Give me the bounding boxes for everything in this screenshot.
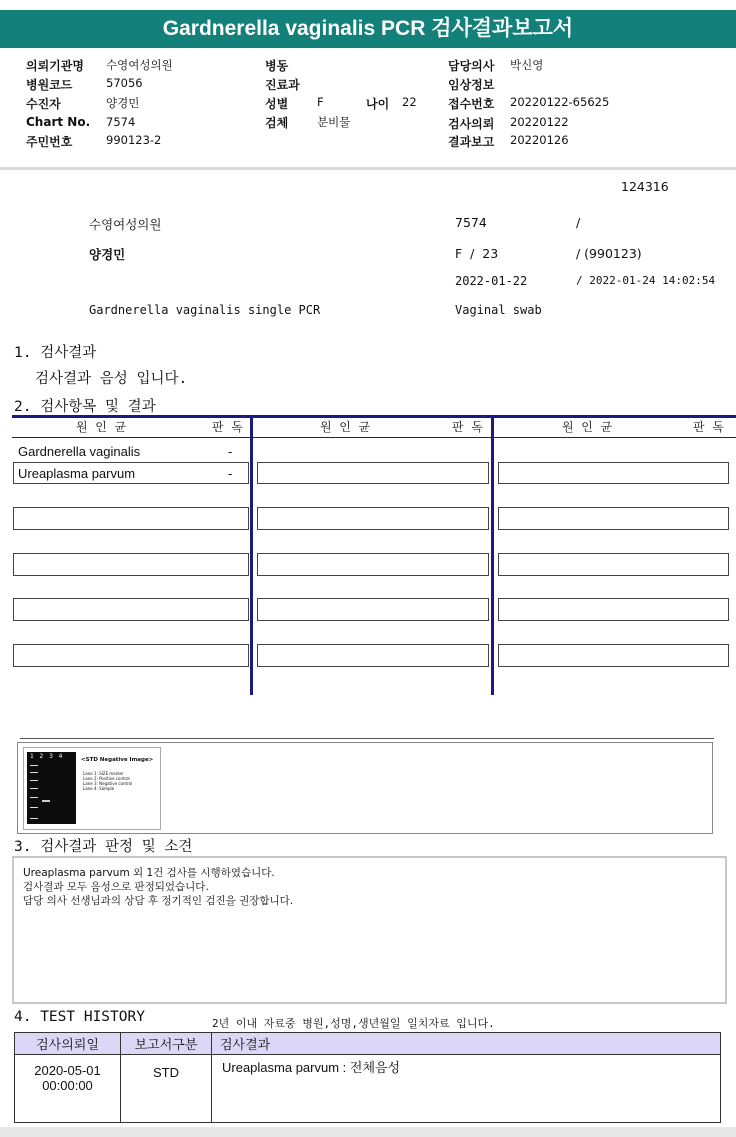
gel-legend-3: Lane 3: Negative control	[83, 781, 133, 786]
col1-judgement-header: 판 독	[212, 420, 243, 434]
patient-label: 수진자	[26, 97, 61, 111]
specimen-value: 분비물	[317, 115, 351, 129]
empty-cell	[257, 598, 489, 621]
result-row-1-judgement: -	[228, 444, 233, 459]
gel-band	[30, 818, 38, 819]
summary-date-request: 2022-01-22	[455, 274, 528, 288]
age-label: 나이	[366, 97, 390, 111]
col3-judgement-header: 판 독	[693, 420, 724, 434]
empty-cell	[13, 507, 249, 530]
gel-band	[30, 772, 38, 773]
empty-cell	[257, 644, 489, 667]
opinion-line-1: Ureaplasma parvum 외 1건 검사를 시행하였습니다.	[23, 867, 275, 879]
summary-slash: /	[576, 215, 581, 230]
empty-cell	[13, 598, 249, 621]
section4-title: 4. TEST HISTORY	[14, 1009, 145, 1025]
gel-lane-numbers: 1 2 3 4	[30, 753, 63, 760]
request-value: 20220122	[510, 115, 569, 129]
empty-cell	[498, 553, 729, 576]
ward-label: 병동	[265, 59, 289, 73]
col3-pathogen-header: 원 인 균	[562, 420, 613, 434]
gel-image	[27, 752, 76, 824]
gel-legend-1: Lane 1: SIZE marker	[83, 771, 124, 776]
resident-value: 990123-2	[106, 133, 162, 147]
history-col-date: 검사의뢰일	[15, 1033, 121, 1055]
empty-cell	[257, 507, 489, 530]
gel-band	[30, 788, 38, 789]
col2-pathogen-header: 원 인 균	[320, 420, 371, 434]
empty-cell	[13, 644, 249, 667]
result-row-1-name: Gardnerella vaginalis	[18, 444, 141, 459]
col1-pathogen-header: 원 인 균	[76, 420, 127, 434]
empty-cell	[498, 507, 729, 530]
summary-test-name: Gardnerella vaginalis single PCR	[89, 303, 321, 317]
gel-band	[30, 780, 38, 781]
table-row	[15, 1055, 721, 1123]
gel-legend-4: Lane 4: Sample	[83, 786, 115, 791]
gel-band	[30, 807, 38, 808]
results-header-rule	[12, 437, 736, 438]
summary-chart: 7574	[455, 215, 487, 230]
empty-cell	[498, 598, 729, 621]
empty-cell	[498, 462, 729, 484]
gel-band	[30, 797, 38, 798]
results-col-divider-2	[491, 415, 494, 695]
doctor-label: 담당의사	[448, 59, 495, 73]
patient-value: 양경민	[106, 96, 140, 110]
col2-judgement-header: 판 독	[452, 420, 483, 434]
empty-cell	[257, 462, 489, 484]
gel-image-frame	[23, 747, 161, 830]
section1-title: 1. 검사결과	[14, 345, 97, 361]
hospital-code-label: 병원코드	[26, 78, 73, 92]
header-divider	[0, 167, 736, 170]
history-type: STD	[121, 1055, 212, 1123]
empty-cell	[257, 553, 489, 576]
section3-title: 3. 검사결과 판정 및 소견	[14, 839, 193, 855]
report-title: Gardnerella vaginalis PCR 검사결과보고서	[0, 10, 736, 48]
empty-cell	[498, 644, 729, 667]
hospital-code-value: 57056	[106, 76, 143, 90]
chart-label: Chart No.	[26, 115, 91, 129]
clinical-label: 임상정보	[448, 78, 495, 92]
history-col-type: 보고서구분	[121, 1033, 212, 1055]
dept-label: 진료과	[265, 78, 300, 92]
summary-sex-age: F / 23	[455, 246, 499, 261]
history-note: 2년 이내 자료중 병원,성명,생년월일 일치자료 입니다.	[212, 1017, 495, 1030]
report-label: 결과보고	[448, 135, 495, 149]
history-date: 2020-05-01	[34, 1063, 101, 1078]
history-time: 00:00:00	[42, 1078, 93, 1093]
receipt-label: 접수번호	[448, 97, 495, 111]
gel-top-rule	[20, 738, 714, 739]
report-code: 124316	[621, 179, 669, 194]
gel-band	[30, 765, 38, 766]
report-value: 20220126	[510, 133, 569, 147]
request-label: 검사의뢰	[448, 117, 495, 131]
opinion-line-3: 담당 의사 선생님과의 상담 후 정기적인 검진을 권장합니다.	[23, 895, 294, 907]
doctor-value: 박신영	[510, 58, 544, 72]
resident-label: 주민번호	[26, 135, 73, 149]
gel-title: <STD Negative Image>	[81, 757, 154, 763]
history-header-row	[15, 1033, 721, 1055]
section1-result-text: 검사결과 음성 입니다.	[35, 371, 188, 387]
history-table	[14, 1032, 721, 1123]
footer-band	[0, 1127, 736, 1137]
specimen-label: 검체	[265, 116, 289, 130]
opinion-line-2: 검사결과 모두 음성으로 판정되었습니다.	[23, 881, 209, 893]
history-result: Ureaplasma parvum : 전체음성	[212, 1055, 721, 1123]
results-col-divider-1	[250, 415, 253, 695]
history-col-result: 검사결과	[212, 1033, 721, 1055]
result-row-2-judgement: -	[228, 466, 233, 481]
sex-value: F	[317, 95, 324, 109]
summary-date-report: / 2022-01-24 14:02:54	[576, 274, 716, 287]
chart-value: 7574	[106, 115, 136, 129]
summary-sample: Vaginal swab	[455, 303, 542, 317]
history-date-cell	[15, 1055, 121, 1123]
sex-label: 성별	[265, 97, 289, 111]
summary-patient: 양경민	[89, 247, 126, 262]
gel-band	[42, 800, 50, 802]
age-value: 22	[402, 95, 417, 109]
section2-title: 2. 검사항목 및 결과	[14, 399, 156, 415]
summary-birth: / (990123)	[576, 246, 642, 261]
receipt-value: 20220122-65625	[510, 95, 610, 109]
summary-institution: 수영여성의원	[89, 217, 162, 232]
institution-value: 수영여성의원	[106, 58, 173, 72]
result-row-2-name: Ureaplasma parvum	[18, 466, 136, 481]
empty-cell	[13, 553, 249, 576]
gel-legend-2: Lane 2: Positive control	[83, 776, 130, 781]
institution-label: 의뢰기관명	[26, 59, 84, 73]
